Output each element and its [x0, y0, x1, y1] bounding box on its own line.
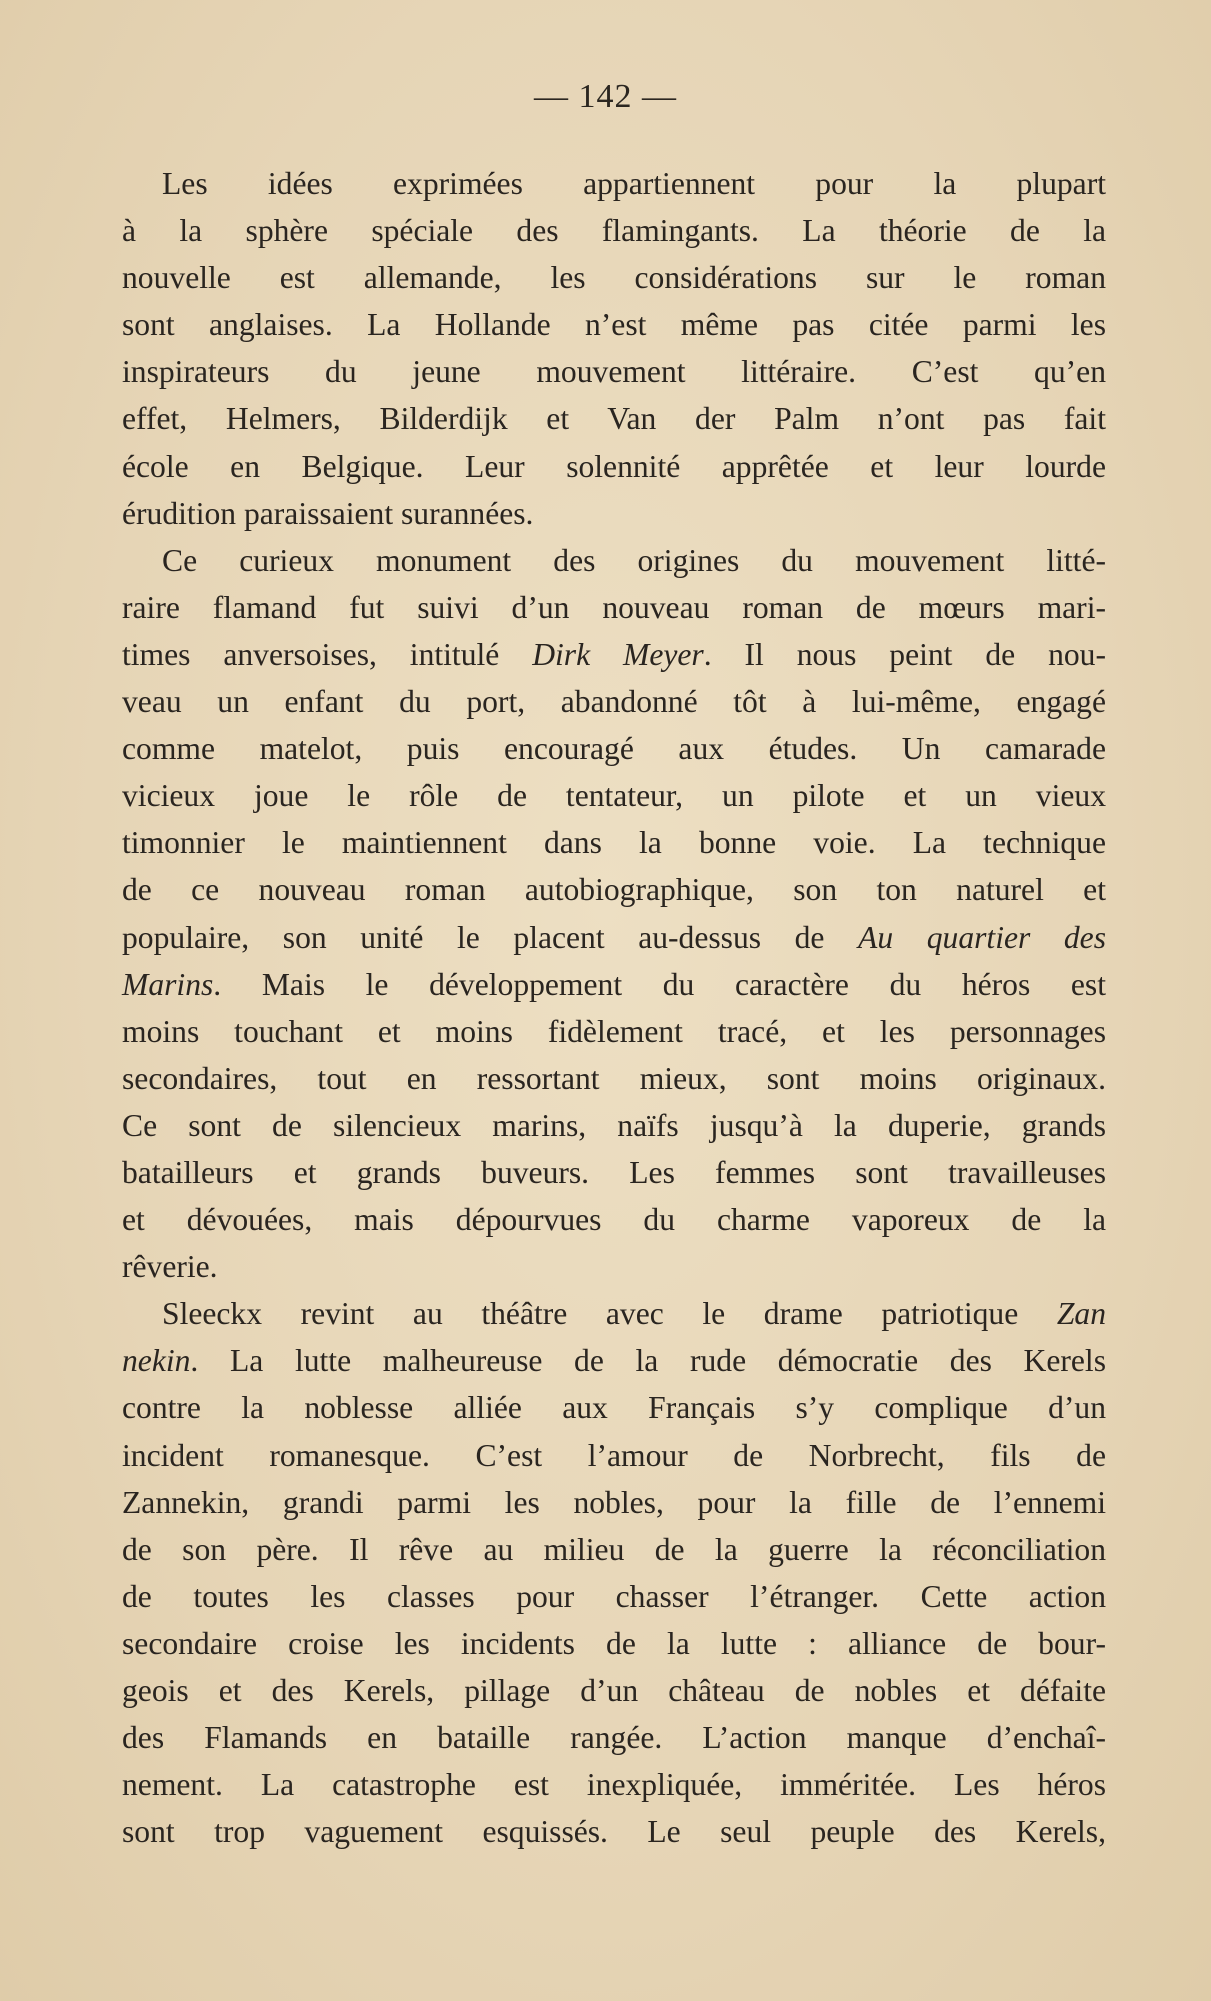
text-line [122, 866, 1106, 913]
text-segment: . La lutte malheureuse de la rude démocratie des Kerels [190, 1343, 1106, 1379]
text-line [122, 1055, 1106, 1102]
italic-title: Dirk Meyer [532, 636, 704, 672]
text-segment: times anversoises, intitulé [122, 636, 533, 672]
italic-title: nekin [122, 1343, 191, 1379]
text-segment: vicieux joue le rôle de tentateur, un pilote et un vieux [122, 778, 1106, 814]
text-line [122, 1149, 1106, 1196]
text-segment: inspirateurs du jeune mouvement littéraire. C’est qu’en [122, 354, 1106, 390]
text-line [122, 301, 1106, 348]
text-line [122, 584, 1106, 631]
text-line [122, 1761, 1106, 1808]
text-line [122, 1008, 1106, 1055]
italic-title: Zan [1056, 1296, 1106, 1332]
text-segment: timonnier le maintiennent dans la bonne voie. La technique [122, 825, 1106, 861]
text-line [122, 1432, 1106, 1479]
text-line [122, 1714, 1106, 1761]
text-segment: populaire, son unité le placent au-dessus de [122, 919, 859, 955]
text-line [122, 160, 1106, 207]
text-line [122, 961, 1106, 1008]
text-segment: sont anglaises. La Hollande n’est même pas citée parmi les [122, 307, 1106, 343]
text-segment: moins touchant et moins fidèlement tracé, et les personnages [122, 1013, 1106, 1049]
text-line [122, 1479, 1106, 1526]
text-line [122, 207, 1106, 254]
text-line [122, 914, 1106, 961]
text-line [122, 254, 1106, 301]
text-segment: de ce nouveau roman autobiographique, son ton naturel et [122, 872, 1106, 908]
text-line [122, 1102, 1106, 1149]
text-segment: nouvelle est allemande, les considérations sur le roman [122, 260, 1106, 296]
text-line [122, 348, 1106, 395]
body-text [122, 160, 1106, 1855]
text-line [122, 1337, 1106, 1384]
text-segment: raire flamand fut suivi d’un nouveau roman de mœurs mari- [122, 589, 1106, 625]
text-segment: et dévouées, mais dépourvues du charme vaporeux de la [122, 1202, 1106, 1238]
text-line [122, 1196, 1106, 1243]
text-segment: de son père. Il rêve au milieu de la guerre la réconciliation [122, 1531, 1106, 1567]
text-line [122, 772, 1106, 819]
text-line [122, 1620, 1106, 1667]
text-line [122, 1808, 1106, 1855]
text-line [122, 443, 1106, 490]
text-line [122, 725, 1106, 772]
text-line [122, 1243, 1106, 1290]
text-segment: Sleeckx revint au théâtre avec le drame patriotique [162, 1296, 1057, 1332]
text-line [122, 1290, 1106, 1337]
text-segment: incident romanesque. C’est l’amour de Norbrecht, fils de [122, 1437, 1106, 1473]
text-segment: . Il nous peint de nou- [703, 636, 1106, 672]
text-line [122, 631, 1106, 678]
text-line [122, 395, 1106, 442]
text-line [122, 537, 1106, 584]
text-segment: batailleurs et grands buveurs. Les femmes sont travailleuses [122, 1154, 1106, 1190]
text-segment: . Mais le développement du caractère du héros est [213, 966, 1106, 1002]
text-segment: de toutes les classes pour chasser l’étranger. Cette action [122, 1578, 1106, 1614]
text-segment: Zannekin, grandi parmi les nobles, pour la fille de l’ennemi [122, 1484, 1106, 1520]
text-line [122, 1526, 1106, 1573]
text-segment: veau un enfant du port, abandonné tôt à lui-même, engagé [122, 684, 1106, 720]
text-segment: Ce curieux monument des origines du mouvement litté- [162, 542, 1106, 578]
text-segment: Ce sont de silencieux marins, naïfs jusqu’à la duperie, grands [122, 1107, 1106, 1143]
text-line [122, 490, 1106, 537]
italic-title: Marins [122, 966, 214, 1002]
text-segment: secondaire croise les incidents de la lutte : alliance de bour- [122, 1625, 1106, 1661]
text-segment: effet, Helmers, Bilderdijk et Van der Palm n’ont pas fait [122, 401, 1106, 437]
text-segment: rêverie. [122, 1249, 218, 1285]
text-segment: geois et des Kerels, pillage d’un château de nobles et défaite [122, 1673, 1106, 1708]
text-line [122, 1384, 1106, 1431]
text-segment: contre la noblesse alliée aux Français s’y complique d’un [122, 1390, 1106, 1426]
text-segment: secondaires, tout en ressortant mieux, sont moins originaux. [122, 1060, 1106, 1096]
text-line [122, 678, 1106, 725]
text-segment: sont trop vaguement esquissés. Le seul peuple des Kerels, [122, 1814, 1106, 1850]
text-segment: nement. La catastrophe est inexpliquée, imméritée. Les héros [122, 1767, 1106, 1803]
italic-title: Au quartier des [858, 919, 1106, 955]
text-segment: école en Belgique. Leur solennité apprêtée et leur lourde [122, 448, 1106, 484]
text-segment: des Flamands en bataille rangée. L’action manque d’enchaî- [122, 1720, 1106, 1756]
text-line [122, 1667, 1106, 1714]
text-segment: à la sphère spéciale des flamingants. La théorie de la [122, 213, 1106, 249]
text-segment: érudition paraissaient surannées. [122, 495, 534, 531]
text-segment: comme matelot, puis encouragé aux études. Un camarade [122, 731, 1106, 767]
page-number: — 142 — [534, 78, 677, 115]
text-line [122, 1573, 1106, 1620]
text-segment: Les idées exprimées appartiennent pour la plupart [162, 166, 1106, 201]
text-line [122, 819, 1106, 866]
